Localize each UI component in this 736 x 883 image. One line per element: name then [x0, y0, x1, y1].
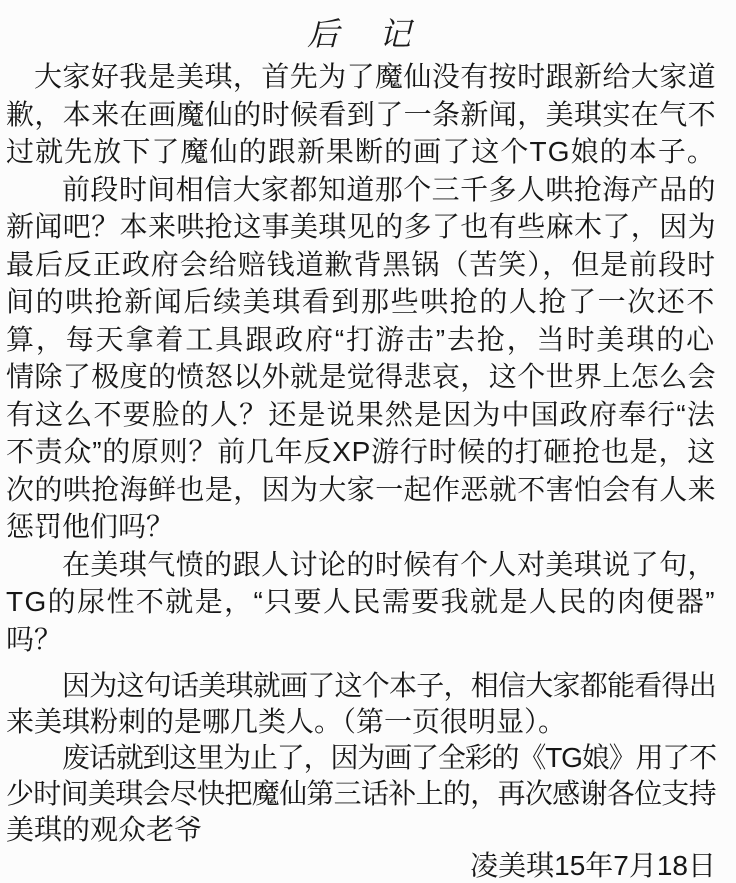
paragraph: [6, 58, 716, 171]
text-line: 少时间美琪会尽快把魔仙第三话补上的，再次感谢各位支持: [6, 778, 716, 809]
text-line: 因为这句话美琪就画了这个本子，相信大家都能看得出: [62, 670, 716, 701]
text-line: 废话就到这里为止了，因为画了全彩的《TG娘》用了不: [62, 742, 716, 773]
paragraph: [6, 740, 716, 848]
signature: 凌美琪15年7月18日: [470, 850, 716, 881]
text-line: 过就先放下了魔仙的跟新果断的画了这个TG娘的本子。: [6, 136, 716, 167]
text-line: 情除了极度的愤怒以外就是觉得悲哀，这个世界上怎么会: [6, 361, 716, 392]
text-line: 次的哄抢海鲜也是，因为大家一起作恶就不害怕会有人来: [6, 473, 716, 505]
text-line: TG的尿性不就是，“只要人民需要我就是人民的肉便器”: [6, 586, 716, 617]
text-line: 新闻吧？本来哄抢这事美琪见的多了也有些麻木了，因为: [6, 211, 716, 242]
paragraph: [6, 668, 716, 740]
text-line: 歉，本来在画魔仙的时候看到了一条新闻，美琪实在气不: [6, 98, 716, 130]
text-line: 有这么不要脸的人？还是说果然是因为中国政府奉行“法: [6, 398, 716, 430]
text-line: 不责众”的原则？前几年反XP游行时候的打砸抢也是，这: [6, 436, 716, 467]
text-line: 吗？: [6, 623, 63, 655]
text-line: 来美琪粉刺的是哪几类人。（第一页很明显）。: [6, 706, 567, 737]
text-line: 前段时间相信大家都知道那个三千多人哄抢海产品的: [62, 173, 716, 205]
text-line: 间的哄抢新闻后续美琪看到那些哄抢的人抢了一次还不: [6, 286, 716, 317]
text-line: 算，每天拿着工具跟政府“打游击”去抢，当时美琪的心: [6, 323, 716, 355]
text-line: 惩罚他们吗？: [6, 511, 175, 542]
body-text: [6, 58, 716, 848]
page-title: 后 记: [306, 15, 415, 53]
paragraph: [6, 171, 716, 546]
paragraph: [6, 546, 716, 659]
text-line: 最后反正政府会给赔钱道歉背黑锅（苦笑），但是前段时: [6, 248, 716, 280]
text-line: 在美琪气愤的跟人讨论的时候有个人对美琪说了句，: [62, 548, 716, 580]
text-line: 美琪的观众老爷: [6, 814, 203, 845]
text-line: 大家好我是美琪，首先为了魔仙没有按时跟新给大家道: [34, 61, 716, 92]
